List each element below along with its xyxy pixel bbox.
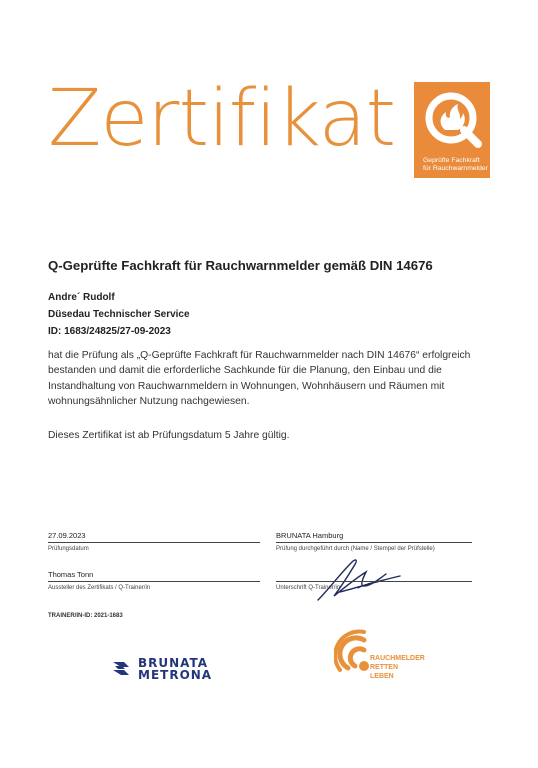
issuer-label: Aussteller des Zertifikats / Q-Trainer/in xyxy=(48,585,151,591)
rauch-logo-text: RAUCHMELDER RETTEN LEBEN xyxy=(370,655,425,680)
exam-date-line xyxy=(48,542,260,543)
rauchmelder-retten-leben-logo xyxy=(334,626,425,689)
brunata-text: BRUNATA xyxy=(138,656,209,670)
certificate-heading: Q-Geprüfte Fachkraft für Rauchwarnmelder gemäß DIN 14676 xyxy=(48,258,433,273)
validity-text: Dieses Zertifikat ist ab Prüfungsdatum 5 Jahre gültig. xyxy=(48,430,290,441)
metrona-text: METRONA xyxy=(138,668,213,682)
brunata-logo-icon xyxy=(112,658,134,680)
signature-label: Unterschrift Q-Trainer/in xyxy=(276,585,341,591)
exam-org-label: Prüfung durchgeführt durch (Name / Stempel der Prüfstelle) xyxy=(276,546,435,552)
certificate-title: Zertifikat xyxy=(48,74,396,164)
exam-org-value: BRUNATA Hamburg xyxy=(276,531,344,540)
issuer-line xyxy=(48,581,260,582)
exam-org-line xyxy=(276,542,472,543)
trainer-id: TRAINER/IN-ID: 2021-1683 xyxy=(48,613,123,619)
q-quality-badge xyxy=(414,82,490,178)
handwritten-signature xyxy=(300,552,420,604)
signature-line xyxy=(276,581,472,582)
exam-date-value: 27.09.2023 xyxy=(48,531,86,540)
issuer-name-value: Thomas Tonn xyxy=(48,570,94,579)
q-flame-icon xyxy=(420,86,484,150)
recipient-name: Andre´ Rudolf xyxy=(48,292,115,303)
exam-date-label: Prüfungsdatum xyxy=(48,546,89,552)
recipient-company: Düsedau Technischer Service xyxy=(48,309,190,320)
recipient-id: ID: 1683/24825/27-09-2023 xyxy=(48,326,171,337)
certificate-body-text: hat die Prüfung als „Q-Geprüfte Fachkraft für Rauchwarnmelder nach DIN 14676“ erfolgreich bestanden und damit die erforderliche Sachkunde für die Planung, den Einbau und die Instandhaltung von Rauchwarnmeldern in Wohnungen, Wohnhäusern und Räumen mit wohnungsähnlicher Nutzung nachgewiesen. xyxy=(48,350,471,407)
badge-caption: Geprüfte Fachkraft für Rauchwarnmelder xyxy=(423,157,488,172)
